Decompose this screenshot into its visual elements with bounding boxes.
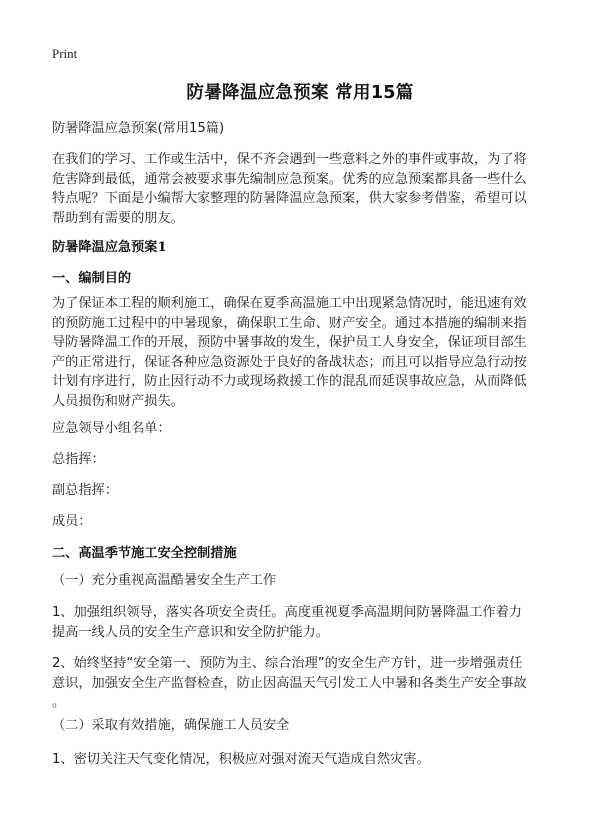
leader-group-label: 应急领导小组名单： [52, 421, 171, 436]
purpose-paragraph: 为了保证本工程的顺利施工，确保在夏季高温施工中出现紧急情况时，能迅速有效 的预防施工过程中的中暑现象，确保职工生命、财产安全。通过本措施的编制来指 导防暑降温工作的开展，预防中暑事故的发生，保护员工人身安全，保证项目部生 产的正常进行，保证各种应急资源处于良好的备战状态；而且可以指导应急行动按 计划有序进行，防止因行动不力或现场救援工作的混乱而延误事故应急，从而降低 人员损伤和财产损失。 [52, 296, 527, 409]
commander-label: 总指挥： [52, 452, 105, 467]
subsection-heading-1: （一）充分重视高温酷暑安全生产工作 [52, 573, 277, 588]
document-subtitle: 防暑降温应急预案(常用15篇) [52, 121, 225, 136]
list-item: 1、加强组织领导，落实各项安全责任。高度重视夏季高温期间防暑降温工作着力 提高一线人员的安全生产意识和安全防护能力。 [52, 605, 522, 640]
intro-paragraph: 在我们的学习、工作或生活中，保不齐会遇到一些意料之外的事件或事故，为了将 危害降到最低，通常会被要求事先编制应急预案。优秀的应急预案都具备一些什么 特点呢？下面是小编帮大家整理的防暑降温应急预案，供大家参考借鉴，希望可以 帮助到有需要的朋友。 [52, 152, 527, 226]
section-heading-measures: 二、高温季节施工安全控制措施 [52, 546, 237, 561]
print-label: Print [52, 46, 78, 61]
list-item: 1、密切关注天气变化情况，积极应对强对流天气造成自然灾害。 [52, 752, 430, 767]
plan-heading: 防暑降温应急预案1 [52, 240, 167, 255]
deputy-commander-label: 副总指挥： [52, 483, 118, 498]
subsection-heading-2: （二）采取有效措施，确保施工人员安全 [52, 718, 290, 733]
section-heading-purpose: 一、编制目的 [52, 271, 132, 286]
members-label: 成员： [52, 514, 92, 529]
document-title: 防暑降温应急预案 常用15篇 [186, 83, 414, 103]
list-item: 2、始终坚持“安全第一、预防为主、综合治理”的安全生产方针，进一步增强责任 意识，加强安全生产监督检查，防止因高温天气引发工人中暑和各类生产安全事故 。 [52, 656, 527, 710]
